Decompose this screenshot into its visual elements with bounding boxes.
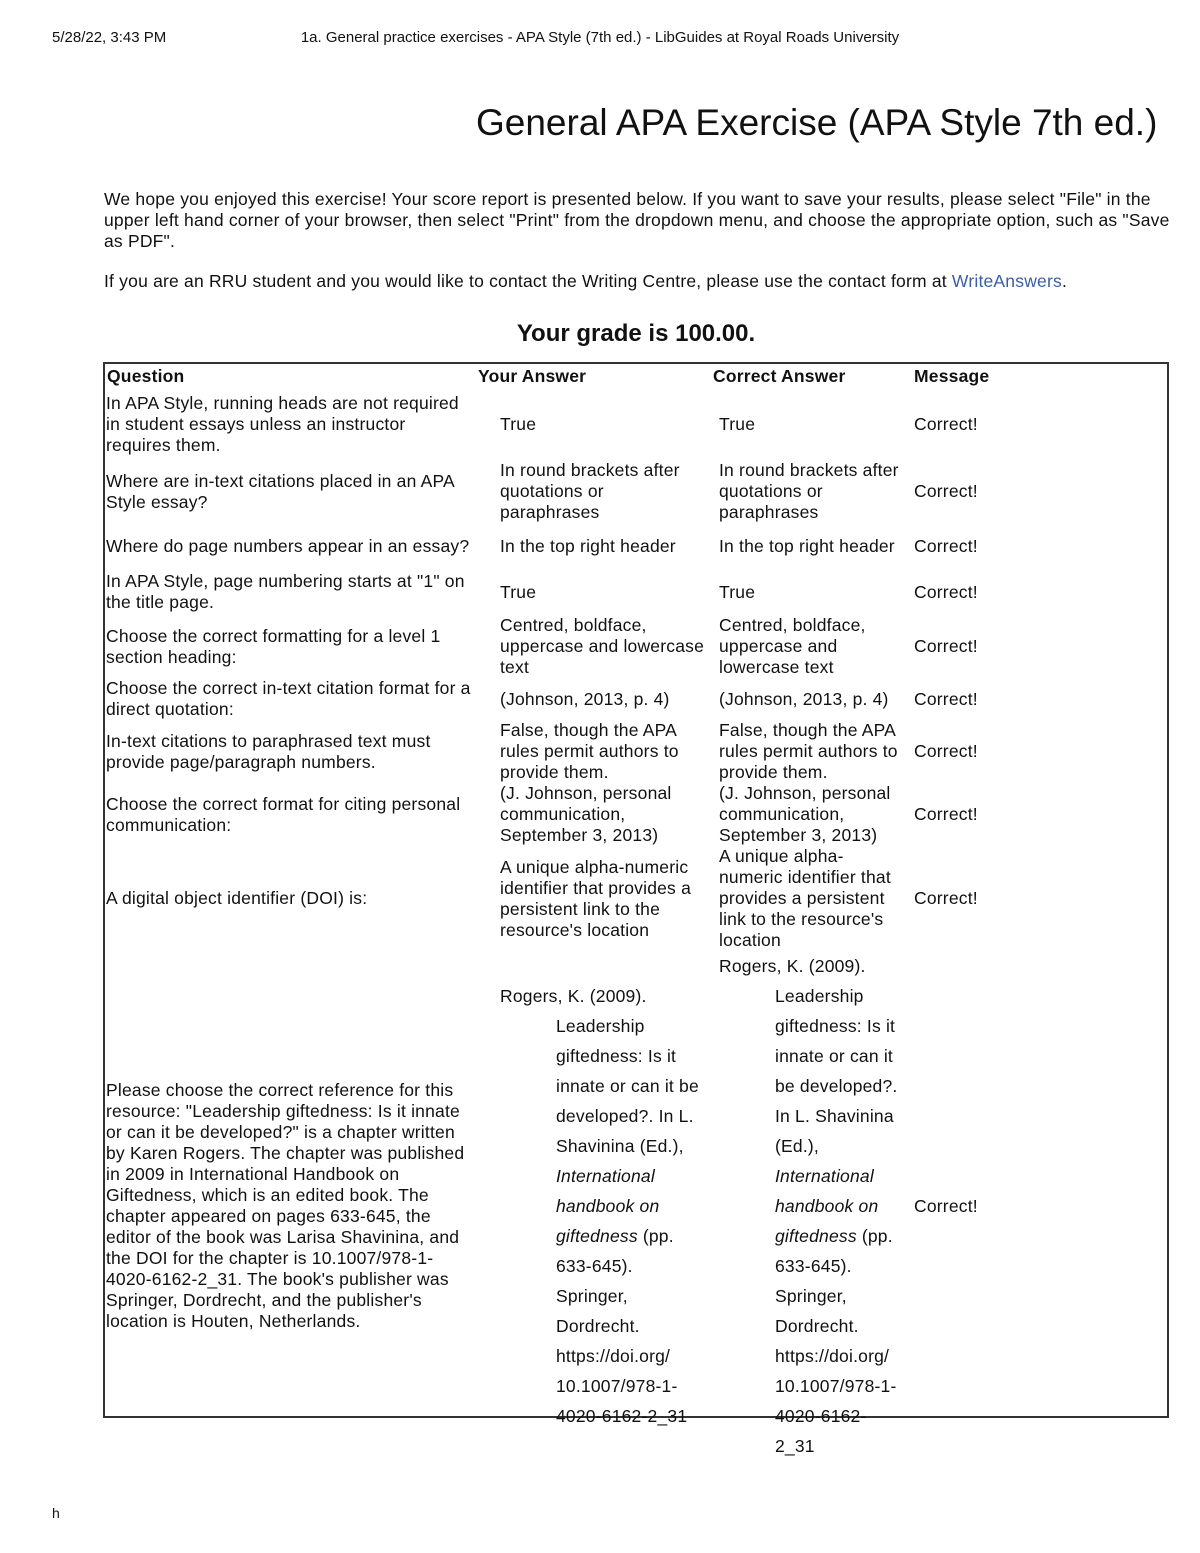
message-cell: Correct! bbox=[914, 581, 978, 602]
question-cell: Choose the correct formatting for a level 1 section heading: bbox=[106, 625, 441, 667]
question-cell: In APA Style, page numbering starts at "1" on the title page. bbox=[106, 571, 465, 612]
correct-answer-cell: A unique alpha-numeric identifier that provides a persistent link to the resource's location bbox=[719, 846, 891, 950]
contact-paragraph bbox=[104, 271, 1174, 292]
message-cell: Correct! bbox=[914, 413, 978, 434]
question-cell: Where are in-text citations placed in an APA Style essay? bbox=[106, 470, 454, 512]
correct-answer-cell: Centred, boldface, uppercase and lowercase text bbox=[719, 615, 866, 677]
your-answer-cell: False, though the APA rules permit authors to provide them. bbox=[500, 720, 679, 782]
your-answer-cell: True bbox=[500, 581, 537, 602]
correct-answer-cell bbox=[711, 951, 912, 1461]
table-row bbox=[105, 460, 1167, 523]
question-cell: Please choose the correct reference for this resource: "Leadership giftedness: Is it innate or can it be developed?" is a chapter written by Karen Rogers. The chapter was published in 2009 in International Handbook on Giftedness, which is an edited book. The chapter appeared on pages 633-645, the editor of the book was Larisa Shavinina, and the DOI for the chapter is 10.1007/978-1-4020-6162-2_31. The book's publisher was Springer, Dordrecht, and the publisher's location is Houten, Netherlands. bbox=[106, 1080, 465, 1331]
question-cell: Choose the correct in-text citation format for a direct quotation: bbox=[106, 678, 471, 719]
correct-answer-cell: In the top right header bbox=[719, 535, 895, 556]
correct-answer-cell: False, though the APA rules permit authors to provide them. bbox=[719, 720, 898, 782]
table-row bbox=[105, 388, 1167, 460]
message-cell: Correct! bbox=[914, 888, 978, 908]
table-row bbox=[105, 720, 1167, 783]
your-answer-cell: Centred, boldface, uppercase and lowercase text bbox=[500, 615, 705, 677]
table-row bbox=[105, 678, 1167, 720]
print-datetime: 5/28/22, 3:43 PM bbox=[52, 29, 167, 46]
reference-before-italic: Leadership giftedness: Is it innate or can it be developed?. In L. Shavinina (Ed.), bbox=[556, 1016, 699, 1156]
your-answer-cell: True bbox=[500, 413, 537, 434]
footer-mark: h bbox=[52, 1505, 60, 1521]
question-cell: In-text citations to paraphrased text must provide page/paragraph numbers. bbox=[106, 730, 431, 772]
reference-after-italic: (pp. 633-645). Springer, Dordrecht. https://doi.org/ 10.1007/978-1-4020-6162-2_31 bbox=[556, 1226, 688, 1426]
message-cell: Correct! bbox=[914, 535, 978, 556]
results-table-container bbox=[103, 362, 1169, 1456]
table-row bbox=[105, 951, 1167, 1461]
question-cell: In APA Style, running heads are not required in student essays unless an instructor requires them. bbox=[106, 392, 459, 455]
print-page-title: 1a. General practice exercises - APA Style (7th ed.) - LibGuides at Royal Roads University bbox=[300, 29, 900, 46]
contact-suffix: . bbox=[1061, 271, 1067, 291]
question-cell: A digital object identifier (DOI) is: bbox=[106, 888, 368, 908]
correct-answer-cell: True bbox=[719, 413, 756, 434]
reference-italic-title: International handbook on giftedness bbox=[556, 1166, 660, 1246]
reference-body bbox=[719, 981, 906, 1461]
column-header-your-answer: Your Answer bbox=[478, 365, 587, 386]
message-cell: Correct! bbox=[914, 481, 978, 501]
your-answer-cell: A unique alpha-numeric identifier that provides a persistent link to the resource's location bbox=[500, 856, 692, 940]
your-answer-cell bbox=[476, 951, 711, 1461]
reference-italic-title: International handbook on giftedness bbox=[775, 1166, 879, 1246]
page-title: General APA Exercise (APA Style 7th ed.) bbox=[476, 102, 1158, 143]
table-row bbox=[105, 783, 1167, 846]
correct-answer-cell: (Johnson, 2013, p. 4) bbox=[719, 688, 889, 709]
column-header-correct-answer: Correct Answer bbox=[713, 365, 846, 386]
message-cell: Correct! bbox=[914, 1195, 978, 1216]
reference-first-line: Rogers, K. (2009). bbox=[719, 956, 866, 976]
reference-body bbox=[500, 1011, 705, 1431]
correct-answer-cell: In round brackets after quotations or paraphrases bbox=[719, 460, 899, 522]
contact-text: If you are an RRU student and you would like to contact the Writing Centre, please use the contact form at bbox=[104, 271, 952, 291]
your-answer-cell: In the top right header bbox=[500, 535, 676, 556]
question-cell: Choose the correct format for citing personal communication: bbox=[106, 793, 461, 835]
column-header-question: Question bbox=[107, 365, 185, 386]
your-answer-cell: In round brackets after quotations or paraphrases bbox=[500, 460, 680, 522]
message-cell: Correct! bbox=[914, 741, 978, 761]
reference-first-line: Rogers, K. (2009). bbox=[500, 986, 647, 1006]
results-table bbox=[105, 364, 1167, 1461]
message-cell: Correct! bbox=[914, 636, 978, 656]
table-row bbox=[105, 523, 1167, 569]
correct-answer-cell: (J. Johnson, personal communication, September 3, 2013) bbox=[719, 783, 891, 845]
your-answer-cell: (Johnson, 2013, p. 4) bbox=[500, 688, 670, 709]
your-answer-cell: (J. Johnson, personal communication, September 3, 2013) bbox=[500, 783, 672, 845]
reference-before-italic: Leadership giftedness: Is it innate or can it be developed?. In L. Shavinina (Ed.), bbox=[775, 986, 898, 1156]
correct-answer-cell: True bbox=[719, 581, 756, 602]
write-answers-link[interactable]: WriteAnswers bbox=[951, 271, 1062, 291]
table-header-row bbox=[105, 364, 1167, 388]
column-header-message: Message bbox=[914, 365, 990, 386]
question-cell: Where do page numbers appear in an essay? bbox=[106, 535, 470, 556]
reference-after-italic: (pp. 633-645). Springer, Dordrecht. https://doi.org/ 10.1007/978-1-4020-6162-2_31 bbox=[775, 1226, 897, 1456]
table-row bbox=[105, 615, 1167, 678]
message-cell: Correct! bbox=[914, 688, 978, 709]
grade-heading: Your grade is 100.00. bbox=[516, 320, 756, 347]
table-row bbox=[105, 569, 1167, 615]
message-cell: Correct! bbox=[914, 804, 978, 824]
table-row bbox=[105, 846, 1167, 951]
intro-paragraph: We hope you enjoyed this exercise! Your score report is presented below. If you want to save your results, please select "File" in the upper left hand corner of your browser, then select "Print" from the dropdown menu, and choose the appropriate option, such as "Save as PDF". bbox=[104, 189, 1170, 251]
